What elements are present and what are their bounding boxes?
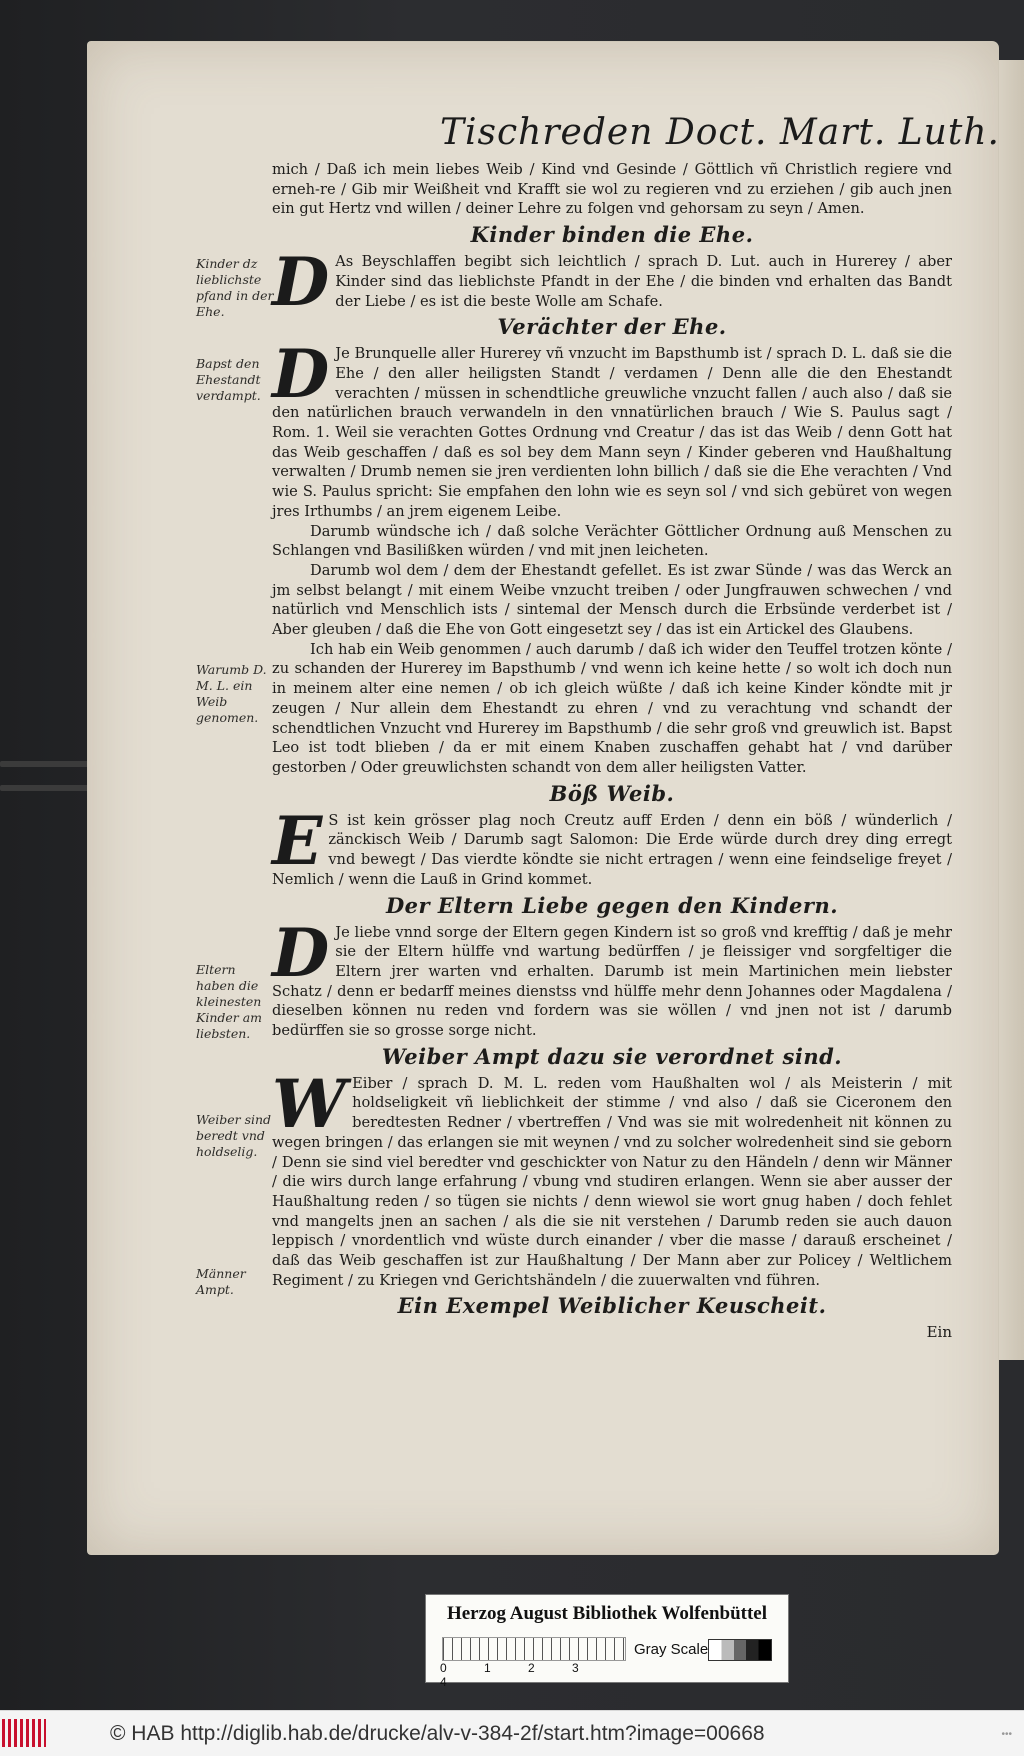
gray-scale-swatch bbox=[708, 1639, 772, 1661]
section-paragraph: D As Beyschlaffen begibt sich leichtlich / sprach D. Lut. auch in Hurerey / aber Kinder sind das lieblichste Pfandt in der Ehe / die binden vnd erhalten das Bandt der Liebe / es ist die beste Wolle am Schafe. bbox=[272, 243, 952, 322]
gray-scale-label: Gray Scale bbox=[634, 1641, 709, 1658]
section-paragraph: Darumb wol dem / dem der Ehestandt gefellet. Es ist zwar Sünde / was das Werck an jm selbst belangt / mit einem Weibe vnzucht treiben / oder Jungfrauwen schwechen / vnd natürlich vnd Menschlich ists / sintemal der Mensch durch die Erbsünde verderbet ist / Aber gleuben / daß die Ehe von Gott eingesetzt sey / das ist ein Artickel des Glaubens. bbox=[272, 561, 952, 639]
drop-initial: E bbox=[272, 801, 323, 880]
marginal-note: Weiber sind beredt vnd holdselig. bbox=[196, 1112, 272, 1159]
section-heading-weiber-ampt: Weiber Ampt dazu sie verordnet sind. bbox=[381, 1043, 843, 1069]
drop-initial: W bbox=[272, 1064, 347, 1143]
section-heading-kinder: Kinder binden die Ehe. bbox=[470, 222, 754, 248]
section-paragraph: W Eiber / sprach D. M. L. reden vom Haußhalten wol / als Meisterin / mit holdseligkeit vñ lieblichkeit der stimme / vnd also / daß sie Ciceronem den beredtesten Redner / vbertreffen / Vnd was sie mit wolredenheit nit können zu wegen bringen / das erlangen sie mit weynen / vnd zu solcher wolredenheit sind sie geborn / Denn sie sind viel beredter vnd geschickter von Natur zu den Händeln / denn wir Männer / die wirs durch lange erfahrung / vbung vnd studiren erlangen. Wenn sie aber ausser der Haußhaltung reden / so tügen sie nichts / denn wiewol sie wort gnug haben / doch fehlet vnd mangelts jnen an sachen / als die sie nit verstehen / Darumb reden sie auch dauon leppisch / vnordentlich vnd wüste durch einander / vber die masse / darauß erscheinet / daß das Weib geschaffen ist zur Haußhaltung / Der Mann aber zur Policey / Weltlichem Regiment / zu Kriegen vnd Gerichtshändeln / die zuuerwalten vnd führen. bbox=[272, 1064, 952, 1289]
drop-initial: D bbox=[272, 913, 330, 992]
marginal-note: Männer Ampt. bbox=[196, 1266, 246, 1297]
copyright-url[interactable]: © HAB http://diglib.hab.de/drucke/alv-v-384-2f/start.htm?image=00668 bbox=[110, 1722, 765, 1745]
library-color-card bbox=[425, 1594, 789, 1689]
marginal-note: Warumb D. M. L. ein Weib genomen. bbox=[196, 662, 267, 725]
section-heading-veraechter: Verächter der Ehe. bbox=[497, 314, 727, 340]
main-text-block bbox=[272, 160, 952, 1343]
marginal-note: Eltern haben die kleinesten Kinder am liebsten. bbox=[196, 962, 263, 1041]
section-heading-eltern: Der Eltern Liebe gegen den Kindern. bbox=[385, 892, 839, 918]
ruler-numbers: 0 1 2 34 bbox=[440, 1661, 579, 1689]
running-head: Tischreden Doct. Mart. Luth. bbox=[440, 112, 1000, 153]
section-paragraph: D Je liebe vnnd sorge der Eltern gegen Kindern ist so groß vnd krefftig / daß je mehr sie der Eltern hülffe vnd wartung bedürffen / je fleissiger vnd sorgfeltiger die Eltern jrer warten vnd erhalten. Darumb ist mein Martinichen mein liebster Schatz / denn er bedarff meines dienstss vnd hülffe mehr denn Johannes oder Magdalena / dieselben können nu reden vnd fordern was sie wöllen / vnd jnen not ist / darumb bedürffen sie so grosse sorge nicht. bbox=[272, 913, 952, 1040]
drop-initial: D bbox=[272, 335, 330, 414]
drop-initial: D bbox=[272, 243, 330, 322]
scale-ruler bbox=[442, 1637, 626, 1661]
marginal-note: Bapst den Ehestandt verdampt. bbox=[196, 356, 261, 403]
final-heading: Ein Exempel Weiblicher Keuscheit. bbox=[397, 1293, 827, 1319]
library-name: Herzog August Bibliothek Wolfenbüttel bbox=[446, 1603, 768, 1624]
more-dots-icon[interactable]: ••• bbox=[1001, 1729, 1012, 1740]
intro-paragraph: mich / Daß ich mein liebes Weib / Kind vnd Gesinde / Göttlich vñ Christlich regiere vnd erneh-re / Gib mir Weißheit vnd Krafft sie wol zu regieren vnd zu erziehen / gib auch jnen ein gut Hertz vnd willen / deiner Lehre zu folgen vnd gehorsam zu seyn / Amen. bbox=[272, 161, 952, 218]
section-heading-boess-weib: Böß Weib. bbox=[549, 780, 675, 806]
catchword: Ein bbox=[926, 1323, 952, 1342]
facing-page-edge bbox=[998, 60, 1024, 1360]
section-paragraph: E S ist kein grösser plag noch Creutz auff Erden / denn ein böß / wünderlich / zänckisch Weib / Darumb sagt Salomon: Die Erde würde durch drey ding erregt vnd bewegt / Das vierdte köndte sie nicht ertragen / wenn eine feindselige freyet / Nemlich / wenn die Lauß in Grind kommet. bbox=[272, 801, 952, 888]
viewer-footer bbox=[0, 1710, 1024, 1756]
marginal-note: Kinder dz lieblichste pfand in der Ehe. bbox=[196, 256, 274, 319]
section-paragraph: D Je Brunquelle aller Hurerey vñ vnzucht im Bapsthumb ist / sprach D. L. daß sie die Ehe / den aller heiligsten Standt / verdamen / Denn alle die den Ehestandt verachten / müssen in schendtliche greuwliche vnzucht fallen / auch also / daß sie den natürlichen brauch verwandeln in den vnnatürlichen brauch / Wie S. Paulus sagt / Rom. 1. Weil sie verachten Gottes Ordnung vnd Creatur / das ist das Weib / denn Gott hat das Weib geschaffen / daß es sol bey dem Mann seyn / Kinder geberen vnd Haußhaltung verwalten / Drumb nemen sie jren verdienten lohn billich / daß sie die Ehe verachten / Vnd wie S. Paulus spricht: Sie empfahen den lohn wie es seyn sol / vnd sich gebüret von wegen jres Irthumbs / an jrem eigenem Leibe. bbox=[272, 335, 952, 520]
hab-logo-icon bbox=[2, 1719, 46, 1747]
section-paragraph: Darumb wündsche ich / daß solche Verächter Göttlicher Ordnung auß Menschen zu Schlangen vnd Basilißken würden / vnd mit jnen leicheten. bbox=[272, 522, 952, 560]
section-paragraph: Ich hab ein Weib genommen / auch darumb / daß ich wider den Teuffel trotzen könte / zu schanden der Hurerey im Bapsthumb / vnd wenn ich keine hette / so wolt ich doch nun in meinem alter eine nemen / ob ich gleich wüßte / daß ich keine Kinder köndte mit jr zeugen / Nur allein dem Ehestandt zu ehren / vnd zu verachtung vnd schandt der schendtlichen Vnzucht vnd Hurerey im Bapsthumb / die sehr groß vnd greuwlich ist. Bapst Leo ist todt blieben / da er mit einem Knaben zuschaffen gehabt hat / vnd darüber gestorben / Oder greuwlichsten schandt von dem aller heiligsten Vatter. bbox=[272, 640, 952, 776]
